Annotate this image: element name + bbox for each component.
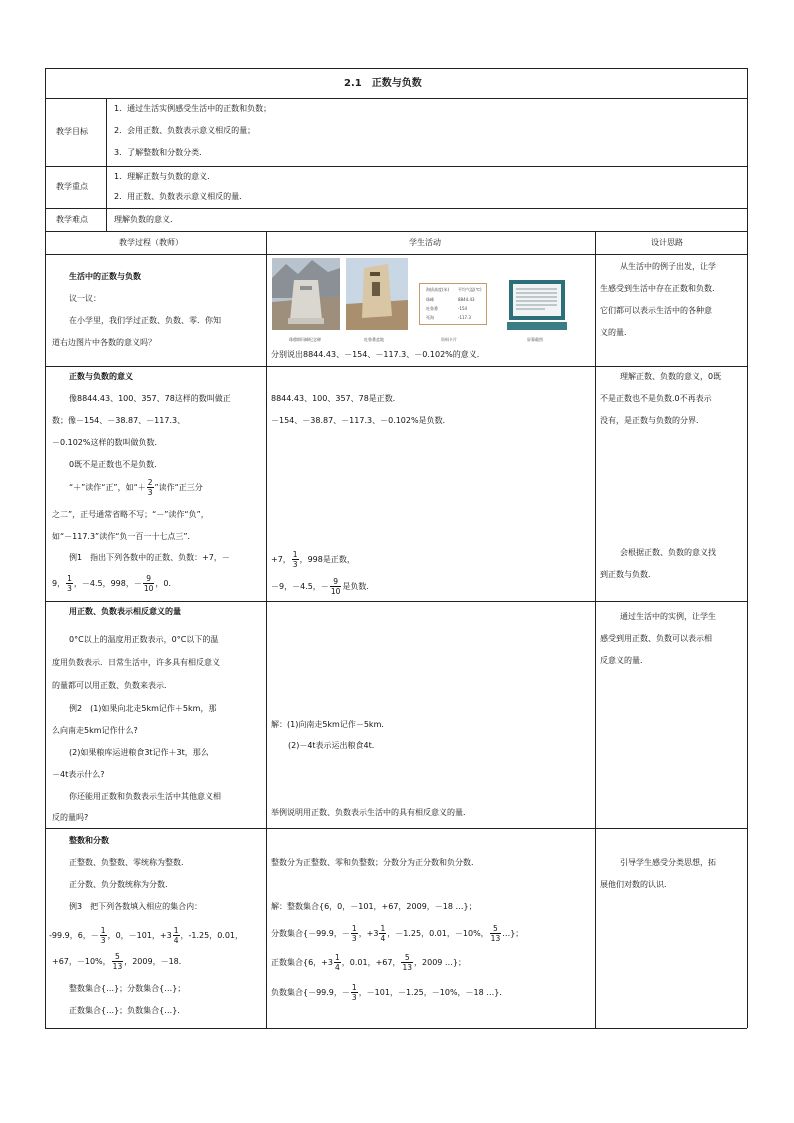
table-top-border xyxy=(45,68,747,69)
row-divider xyxy=(45,366,747,367)
s4-student: 负数集合{－99.9，－ $\frac{1}{3}$ ，－101，－1.25，－10%，－18 …}． xyxy=(271,983,508,1002)
row-divider xyxy=(45,601,747,602)
s2-design: 理解正数、负数的意义，0既 xyxy=(620,372,722,381)
s2-student: 8844.43、100、357、78是正数． xyxy=(271,394,401,403)
key-1: 1．理解正数与负数的意义． xyxy=(114,172,216,181)
fraction: $\frac{1}{3}$ xyxy=(67,574,72,593)
row-divider xyxy=(45,208,747,209)
s1-line: 议一议： xyxy=(69,294,101,303)
s3-student: (2)－4t表示运出粮食4t． xyxy=(288,741,380,750)
s4-numbers: +67，－10%， $\frac{5}{13}$ ，2009，－18． xyxy=(52,952,187,971)
s3-line: 的量都可以用正数、负数来表示． xyxy=(52,681,172,690)
s1-line: 道右边图片中各数的意义吗？ xyxy=(52,338,156,347)
s1-design: 从生活中的例子出发，让学 xyxy=(620,262,716,271)
s2-line: 0既不是正数也不是负数． xyxy=(69,460,163,469)
table-right-border xyxy=(747,68,748,1028)
s2-line: 如“－117.3”读作“负一百一十七点三”． xyxy=(52,532,196,541)
s3-line: 你还能用正数和负数表示生活中其他意义相 xyxy=(69,792,221,801)
computer-screen-photo xyxy=(505,278,569,332)
fraction: $\frac{5}{13}$ xyxy=(490,924,501,943)
section-heading: 整数和分数 xyxy=(69,836,109,845)
fraction: $\frac{9}{10}$ xyxy=(330,577,341,596)
photo-caption: 珠穆朗玛峰纪念碑 xyxy=(289,337,321,342)
s3-line: 反的量吗? xyxy=(52,813,89,822)
monument-photo xyxy=(272,258,340,330)
fraction: $\frac{1}{3}$ xyxy=(351,983,357,1002)
fraction: $\frac{1}{3}$ xyxy=(100,926,106,945)
s2-design: 到正数与负数． xyxy=(600,570,656,579)
fraction: $\frac{9}{10}$ xyxy=(143,574,154,593)
s1-design: 义的量． xyxy=(600,328,632,337)
goal-3: 3．了解整数和分数分类． xyxy=(114,148,208,157)
s3-line: 例2 (1)如果向北走5km记作＋5km，那 xyxy=(69,704,217,713)
s1-design: 生感受到生活中存在正数和负数. xyxy=(600,284,715,293)
s3-line: 么向南走5km记作什么? xyxy=(52,726,138,735)
s2-design: 没有，是正数与负数的分界． xyxy=(600,416,704,425)
fraction: $\frac{1}{4}$ xyxy=(334,953,340,972)
s1-design: 它们都可以表示生活中的各种意 xyxy=(600,306,712,315)
s1-line: 在小学里，我们学过正数、负数、零．你知 xyxy=(69,316,221,325)
label-col-divider xyxy=(106,98,107,231)
s3-line: (2)如果粮库运进粮食3t记作＋3t，那么 xyxy=(69,748,209,757)
s1-student: 分别说出8844.43、－154、－117.3、－0.102%的意义． xyxy=(271,350,485,359)
table-bottom-border xyxy=(45,1028,747,1029)
example-1: 例1 指出下列各数中的正数、负数：+7，－ xyxy=(69,553,230,562)
s2-student: －9，－4.5，－ $\frac{9}{10}$ 是负数． xyxy=(271,577,375,596)
goal-1: 1．通过生活实例感受生活中的正数和负数； xyxy=(114,104,272,113)
s2-line: “＋”读作“正”，如“＋ $\frac{2}{3}$ ”读作“正三分 xyxy=(69,478,203,497)
s4-student: 分数集合{－99.9，－ $\frac{1}{3}$ ，+3 $\frac{1}{4}$ ，－1.25，0.01，－10%， $\frac{5}{13}$ …}； xyxy=(271,924,524,943)
s3-line: 度用负数表示．日常生活中，许多具有相反意义 xyxy=(52,658,220,667)
s3-design: 通过生活中的实例，让学生 xyxy=(620,612,716,621)
row-divider xyxy=(45,828,747,829)
s3-student: 解：(1)向南走5km记作－5km． xyxy=(271,720,390,729)
s2-design: 会根据正数、负数的意义找 xyxy=(620,548,716,557)
fraction: $\frac{1}{3}$ xyxy=(351,924,357,943)
col-divider-teacher xyxy=(266,231,267,1028)
s4-student: 正数集合{6，+3 $\frac{1}{4}$ ，0.01，+67， $\frac{5}{13}$ ，2009 …}； xyxy=(271,953,467,972)
page-title: 2.1 正数与负数 xyxy=(344,78,422,89)
table-left-border xyxy=(45,68,46,1028)
s3-line: 0°C以上的温度用正数表示，0°C以下的温 xyxy=(69,635,219,644)
s4-line: 正数集合{…}；负数集合{…}． xyxy=(69,1006,186,1015)
goals-label: 教学目标 xyxy=(56,127,88,136)
row-divider xyxy=(45,166,747,167)
row-divider xyxy=(45,254,747,255)
s4-line: 整数集合{…}；分数集合{…}； xyxy=(69,984,186,993)
stone-marker-photo xyxy=(346,258,408,330)
hard-text: 理解负数的意义． xyxy=(114,215,178,224)
row-divider xyxy=(45,98,747,99)
row-divider xyxy=(45,231,747,232)
s4-student: 解：整数集合{6，0，－101，+67，2009，－18 …}； xyxy=(271,902,477,911)
fraction: $\frac{1}{4}$ xyxy=(380,924,386,943)
fraction: $\frac{5}{13}$ xyxy=(402,953,413,972)
fraction: $\frac{2}{3}$ xyxy=(147,478,153,497)
photo-caption: 吐鲁番盆地 xyxy=(364,337,384,342)
s2-line: 像8844.43、100、357、78这样的数叫做正 xyxy=(69,394,231,403)
s2-student: +7， $\frac{1}{3}$ ，998是正数， xyxy=(271,550,355,569)
s3-student: 举例说明用正数、负数表示生活中的具有相反意义的量． xyxy=(271,808,471,817)
s2-student: －154、－38.87、－117.3、－0.102%是负数． xyxy=(271,416,451,425)
s4-line: 正整数、负整数、零统称为整数． xyxy=(69,858,189,867)
photo-caption: 资料卡片 xyxy=(441,337,457,342)
key-2: 2．用正数、负数表示意义相反的量． xyxy=(114,192,248,201)
fraction: $\frac{5}{13}$ xyxy=(112,952,123,971)
section-heading: 生活中的正数与负数 xyxy=(69,272,141,281)
fraction: $\frac{1}{3}$ xyxy=(292,550,298,569)
s3-design: 反意义的量． xyxy=(600,656,648,665)
s2-line: －0.102%这样的数叫做负数． xyxy=(52,438,163,447)
example-1-cont: 9， $\frac{1}{3}$ ，－4.5，998，－ $\frac{9}{10}$ ，0． xyxy=(52,574,177,593)
s4-student: 整数分为正整数、零和负整数；分数分为正分数和负分数． xyxy=(271,858,479,867)
col-divider-design xyxy=(595,231,596,1028)
s4-line: 例3 把下列各数填入相应的集合内： xyxy=(69,902,203,911)
s4-design: 引导学生感受分类思想，拓 xyxy=(620,858,716,867)
data-card: 海拔高度(米) 平均气温(℃) 珠峰 8844.43 吐鲁番 -154 死海 -117.3 xyxy=(419,283,487,325)
s2-design: 不是正数也不是负数.0不再表示 xyxy=(600,394,712,403)
s4-line: 正分数、负分数统称为分数． xyxy=(69,880,173,889)
col-header-student: 学生活动 xyxy=(409,238,441,247)
s4-design: 展他们对数的认识． xyxy=(600,880,672,889)
section-heading: 正数与负数的意义 xyxy=(69,372,133,381)
col-header-teacher: 教学过程（教师） xyxy=(119,238,183,247)
col-header-design: 设计思路 xyxy=(651,238,683,247)
s4-numbers: -99.9，6，－ $\frac{1}{3}$ ，0，－101，+3 $\frac{1}{4}$ ，-1.25，0.01， xyxy=(49,926,244,945)
s3-line: －4t表示什么? xyxy=(52,770,105,779)
s2-line: 之二”，正号通常省略不写；“－”读作“负”， xyxy=(52,510,209,519)
goal-2: 2．会用正数、负数表示意义相反的量； xyxy=(114,126,256,135)
section-heading: 用正数、负数表示相反意义的量 xyxy=(69,607,181,616)
s3-design: 感受到用正数、负数可以表示相 xyxy=(600,634,712,643)
photo-caption: 屏幕截图 xyxy=(527,337,543,342)
key-label: 教学重点 xyxy=(56,182,88,191)
fraction: $\frac{1}{4}$ xyxy=(173,926,179,945)
hard-label: 教学难点 xyxy=(56,215,88,224)
s2-line: 数；像－154、－38.87、－117.3、 xyxy=(52,416,186,425)
